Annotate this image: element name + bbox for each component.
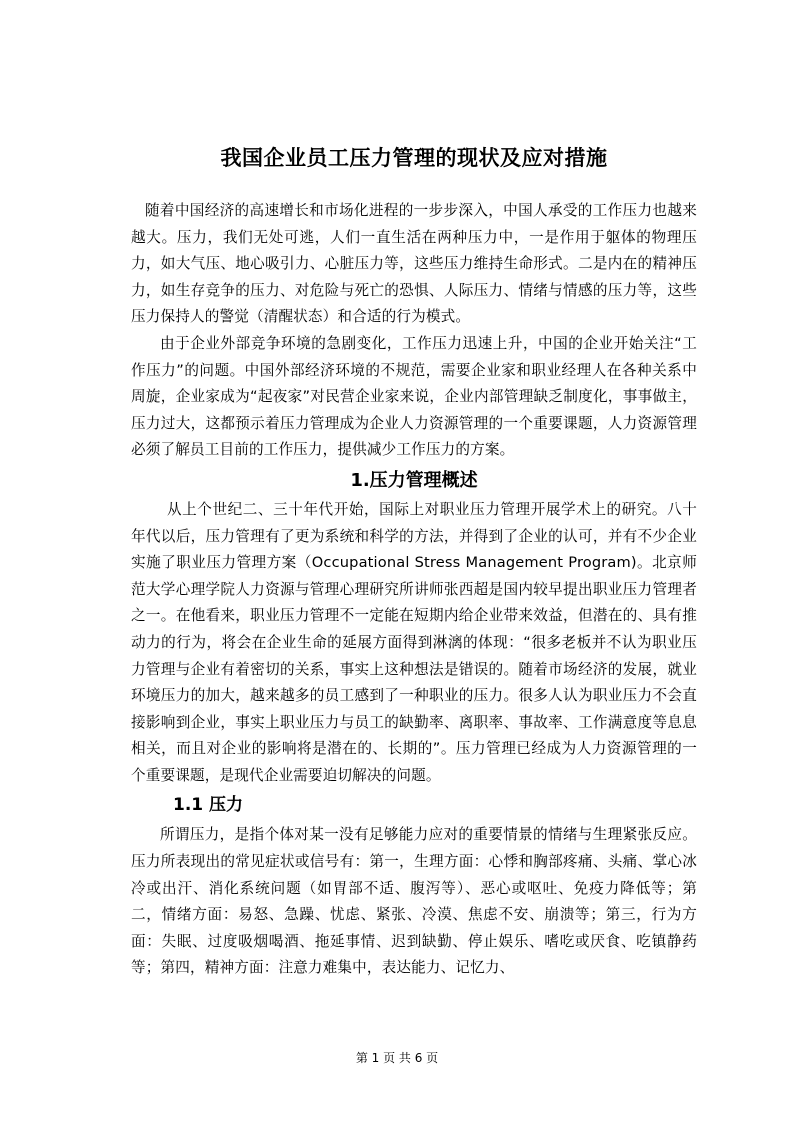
document-body (131, 140, 697, 982)
document-title: 我国企业员工压力管理的现状及应对措施 (220, 146, 608, 170)
section-heading-overview: 1.压力管理概述 (350, 469, 478, 491)
subsection-heading-stress: 1.1 压力 (173, 795, 244, 816)
section-paragraph-overview: 从上个世纪二、三十年代开始，国际上对职业压力管理开展学术上的研究。八十年代以后，压力管理有了更为系统和科学的方法，并得到了企业的认可，并有不少企业实施了职业压力管理方案（Occupational Stress Management Program)。北京师范大学心理学院人力资源与管理心理研究所讲师张西超是国内较早提出职业压力管理者之一。在他看来，职业压力管理不一定能在短期内给企业带来效益，但潜在的、具有推动力的行为，将会在企业生命的延展方面得到淋漓的体现：“很多老板并不认为职业压力管理与企业有着密切的关系，事实上这种想法是错误的。随着市场经济的发展，就业环境压力的加大，越来越多的员工感到了一种职业的压力。很多人认为职业压力不会直接影响到企业，事实上职业压力与员工的缺勤率、离职率、事故率、工作满意度等息息相关，而且对企业的影响将是潜在的、长期的”。压力管理已经成为人力资源管理的一个重要课题，是现代企业需要迫切解决的问题。 (131, 500, 697, 784)
intro-paragraph-1: 随着中国经济的高速增长和市场化进程的一步步深入，中国人承受的工作压力也越来越大。压力，我们无处可逃，人们一直生活在两种压力中，一是作用于躯体的物理压力，如大气压、地心吸引力、心脏压力等，这些压力维持生命形式。二是内在的精神压力，如生存竞争的压力、对危险与死亡的恐惧、人际压力、情绪与情感的压力等，这些压力保持人的警觉（清醒状态）和合适的行为模式。 (131, 202, 697, 326)
subsection-paragraph-stress: 所谓压力，是指个体对某一没有足够能力应对的重要情景的情绪与生理紧张反应。压力所表现出的常见症状或信号有：第一，生理方面：心悸和胸部疼痛、头痛、掌心冰冷或出汗、消化系统问题（如胃部不适、腹泻等）、恶心或呕吐、免疫力降低等；第二，情绪方面：易怒、急躁、忧虑、紧张、冷漠、焦虑不安、崩溃等；第三，行为方面：失眠、过度吸烟喝酒、拖延事情、迟到缺勤、停止娱乐、嗜吃或厌食、吃镇静药等；第四，精神方面：注意力难集中，表达能力、记忆力、 (131, 826, 697, 977)
page-footer: 第 1 页 共 6 页 (355, 1051, 439, 1065)
intro-paragraph-2: 由于企业外部竞争环境的急剧变化，工作压力迅速上升，中国的企业开始关注“工作压力”的问题。中国外部经济环境的不规范，需要企业家和职业经理人在各种关系中周旋，企业家成为“起夜家”对民营企业家来说，企业内部管理缺乏制度化，事事做主，压力过大，这都预示着压力管理成为企业人力资源管理的一个重要课题，人力资源管理必须了解员工目前的工作压力，提供减少工作压力的方案。 (131, 334, 697, 459)
